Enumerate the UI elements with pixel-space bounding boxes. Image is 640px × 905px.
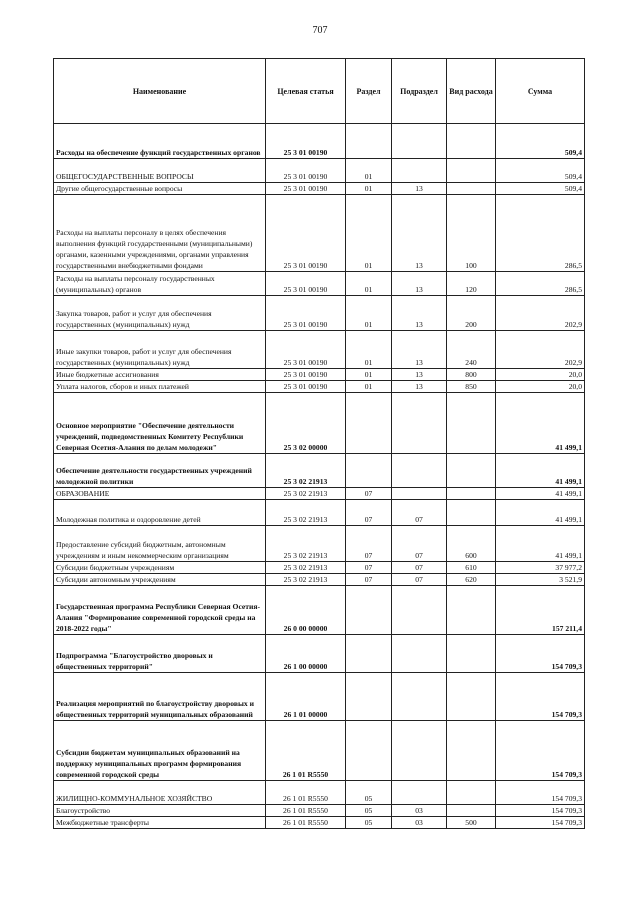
row-type-cell (447, 781, 496, 805)
row-subsection-cell: 13 (392, 183, 447, 195)
row-sum-cell: 202,9 (496, 296, 585, 331)
row-target-cell: 25 3 02 21913 (266, 488, 346, 500)
row-section-cell: 07 (346, 526, 392, 562)
row-subsection-cell (392, 393, 447, 454)
row-type-cell (447, 454, 496, 488)
row-name-cell: ОБРАЗОВАНИЕ (54, 488, 266, 500)
row-sum-cell: 509,4 (496, 124, 585, 159)
row-name-cell: Иные закупки товаров, работ и услуг для обеспечения государственных (муниципальных) нужд (54, 331, 266, 369)
row-sum-cell: 41 499,1 (496, 488, 585, 500)
row-sum-cell: 3 521,9 (496, 574, 585, 586)
row-section-cell (346, 586, 392, 635)
row-name-cell: ЖИЛИЩНО-КОММУНАЛЬНОЕ ХОЗЯЙСТВО (54, 781, 266, 805)
row-name-cell: Другие общегосударственные вопросы (54, 183, 266, 195)
row-sum-cell: 154 709,3 (496, 721, 585, 781)
table-row (54, 781, 585, 805)
row-type-cell: 610 (447, 562, 496, 574)
row-name-cell: Расходы на обеспечение функций государственных органов (54, 124, 266, 159)
row-subsection-cell (392, 124, 447, 159)
row-section-cell: 07 (346, 574, 392, 586)
row-sum-cell: 509,4 (496, 183, 585, 195)
row-type-cell (447, 805, 496, 817)
table-row (54, 805, 585, 817)
table-row (54, 817, 585, 829)
row-sum-cell: 286,5 (496, 272, 585, 296)
row-type-cell (447, 721, 496, 781)
row-type-cell (447, 393, 496, 454)
table-row (54, 586, 585, 635)
row-target-cell: 25 3 01 00190 (266, 195, 346, 272)
row-type-cell: 240 (447, 331, 496, 369)
row-sum-cell: 154 709,3 (496, 673, 585, 721)
row-sum-cell: 41 499,1 (496, 526, 585, 562)
row-target-cell: 25 3 01 00190 (266, 159, 346, 183)
row-type-cell (447, 635, 496, 673)
row-name-cell: Благоустройство (54, 805, 266, 817)
table-row (54, 500, 585, 526)
row-section-cell (346, 124, 392, 159)
table-body (54, 124, 585, 829)
row-section-cell (346, 721, 392, 781)
row-section-cell (346, 635, 392, 673)
table-row (54, 272, 585, 296)
row-target-cell: 25 3 02 21913 (266, 562, 346, 574)
row-target-cell: 25 3 02 21913 (266, 574, 346, 586)
row-target-cell: 26 1 01 R5550 (266, 805, 346, 817)
table-row (54, 488, 585, 500)
table-row (54, 183, 585, 195)
row-name-cell: Подпрограмма "Благоустройство дворовых и общественных территорий" (54, 635, 266, 673)
row-target-cell: 26 1 01 R5550 (266, 817, 346, 829)
table-row (54, 574, 585, 586)
row-section-cell: 05 (346, 781, 392, 805)
page-number: 707 (312, 25, 328, 36)
row-target-cell: 25 3 02 00000 (266, 393, 346, 454)
row-sum-cell: 20,0 (496, 381, 585, 393)
row-type-cell (447, 500, 496, 526)
col-header-target: Целевая статья (266, 59, 346, 124)
table-row (54, 393, 585, 454)
row-type-cell (447, 159, 496, 183)
row-sum-cell: 41 499,1 (496, 454, 585, 488)
row-target-cell: 26 0 00 00000 (266, 586, 346, 635)
row-section-cell: 01 (346, 272, 392, 296)
table-row (54, 124, 585, 159)
row-target-cell: 26 1 01 00000 (266, 673, 346, 721)
row-section-cell: 01 (346, 159, 392, 183)
row-type-cell (447, 183, 496, 195)
row-type-cell: 600 (447, 526, 496, 562)
row-section-cell: 01 (346, 183, 392, 195)
row-name-cell: Расходы на выплаты персоналу в целях обеспечения выполнения функций государственными (муниципальными) органами, казенными учреждениями, органами управления государственными внебюджетными фондами (54, 195, 266, 272)
row-subsection-cell (392, 781, 447, 805)
row-section-cell: 01 (346, 381, 392, 393)
row-subsection-cell (392, 721, 447, 781)
row-name-cell: Реализация мероприятий по благоустройству дворовых и общественных территорий муниципальных образований (54, 673, 266, 721)
row-subsection-cell: 13 (392, 195, 447, 272)
row-subsection-cell (392, 635, 447, 673)
row-subsection-cell: 03 (392, 817, 447, 829)
row-subsection-cell: 07 (392, 574, 447, 586)
row-target-cell: 26 1 01 R5550 (266, 721, 346, 781)
row-subsection-cell: 13 (392, 381, 447, 393)
table-row (54, 296, 585, 331)
row-name-cell: Основное мероприятие "Обеспечение деятельности учреждений, подведомственных Комитету Республики Северная Осетия-Алания по делам молодежи" (54, 393, 266, 454)
row-subsection-cell: 07 (392, 526, 447, 562)
row-type-cell: 120 (447, 272, 496, 296)
row-section-cell: 07 (346, 562, 392, 574)
row-section-cell (346, 393, 392, 454)
row-subsection-cell: 07 (392, 562, 447, 574)
row-section-cell: 05 (346, 805, 392, 817)
row-name-cell: Молодежная политика и оздоровление детей (54, 500, 266, 526)
table-row (54, 381, 585, 393)
table-row (54, 635, 585, 673)
row-subsection-cell: 07 (392, 500, 447, 526)
row-name-cell: Государственная программа Республики Северная Осетия-Алания "Формирование современной городской среды на 2018-2022 годы" (54, 586, 266, 635)
row-subsection-cell (392, 159, 447, 183)
row-target-cell: 25 3 02 21913 (266, 500, 346, 526)
row-subsection-cell: 13 (392, 296, 447, 331)
table-row (54, 526, 585, 562)
row-subsection-cell (392, 488, 447, 500)
row-sum-cell: 286,5 (496, 195, 585, 272)
row-section-cell: 05 (346, 817, 392, 829)
row-target-cell: 25 3 01 00190 (266, 272, 346, 296)
row-sum-cell: 202,9 (496, 331, 585, 369)
row-sum-cell: 41 499,1 (496, 500, 585, 526)
row-sum-cell: 20,0 (496, 369, 585, 381)
table-row (54, 721, 585, 781)
row-sum-cell: 154 709,3 (496, 817, 585, 829)
row-type-cell (447, 673, 496, 721)
row-target-cell: 26 1 01 R5550 (266, 781, 346, 805)
table-row (54, 454, 585, 488)
row-subsection-cell: 13 (392, 369, 447, 381)
col-header-type: Вид расхода (447, 59, 496, 124)
col-header-section: Раздел (346, 59, 392, 124)
row-name-cell: Субсидии автономным учреждениям (54, 574, 266, 586)
row-type-cell (447, 586, 496, 635)
row-section-cell: 01 (346, 369, 392, 381)
row-name-cell: Иные бюджетные ассигнования (54, 369, 266, 381)
table-row (54, 673, 585, 721)
row-section-cell (346, 673, 392, 721)
row-sum-cell: 154 709,3 (496, 781, 585, 805)
row-target-cell: 25 3 02 21913 (266, 526, 346, 562)
row-sum-cell: 509,4 (496, 159, 585, 183)
row-type-cell: 620 (447, 574, 496, 586)
table-row (54, 369, 585, 381)
table-row (54, 331, 585, 369)
row-type-cell (447, 124, 496, 159)
row-type-cell (447, 488, 496, 500)
row-name-cell: Субсидии бюджетам муниципальных образований на поддержку муниципальных программ формирования современной городской среды (54, 721, 266, 781)
row-target-cell: 25 3 01 00190 (266, 183, 346, 195)
table-row (54, 159, 585, 183)
row-target-cell: 25 3 01 00190 (266, 331, 346, 369)
row-name-cell: ОБЩЕГОСУДАРСТВЕННЫЕ ВОПРОСЫ (54, 159, 266, 183)
row-section-cell: 07 (346, 500, 392, 526)
row-name-cell: Обеспечение деятельности государственных учреждений молодежной политики (54, 454, 266, 488)
col-header-subsection: Подраздел (392, 59, 447, 124)
budget-table (53, 58, 585, 829)
row-sum-cell: 41 499,1 (496, 393, 585, 454)
table-row (54, 195, 585, 272)
row-type-cell: 100 (447, 195, 496, 272)
row-type-cell: 800 (447, 369, 496, 381)
row-name-cell: Расходы на выплаты персоналу государственных (муниципальных) органов (54, 272, 266, 296)
table-row (54, 562, 585, 574)
row-type-cell: 850 (447, 381, 496, 393)
row-name-cell: Субсидии бюджетным учреждениям (54, 562, 266, 574)
row-target-cell: 25 3 02 21913 (266, 454, 346, 488)
row-section-cell (346, 454, 392, 488)
row-subsection-cell (392, 454, 447, 488)
row-section-cell: 07 (346, 488, 392, 500)
row-sum-cell: 154 709,3 (496, 635, 585, 673)
row-target-cell: 25 3 01 00190 (266, 124, 346, 159)
row-target-cell: 25 3 01 00190 (266, 369, 346, 381)
row-sum-cell: 157 211,4 (496, 586, 585, 635)
row-subsection-cell (392, 586, 447, 635)
row-target-cell: 25 3 01 00190 (266, 296, 346, 331)
row-target-cell: 26 1 00 00000 (266, 635, 346, 673)
row-target-cell: 25 3 01 00190 (266, 381, 346, 393)
row-section-cell: 01 (346, 331, 392, 369)
row-subsection-cell: 13 (392, 272, 447, 296)
row-name-cell: Межбюджетные трансферты (54, 817, 266, 829)
row-sum-cell: 154 709,3 (496, 805, 585, 817)
col-header-sum: Сумма (496, 59, 585, 124)
table-header-row (54, 59, 585, 124)
row-type-cell: 200 (447, 296, 496, 331)
row-type-cell: 500 (447, 817, 496, 829)
row-subsection-cell: 03 (392, 805, 447, 817)
row-sum-cell: 37 977,2 (496, 562, 585, 574)
row-subsection-cell: 13 (392, 331, 447, 369)
row-name-cell: Закупка товаров, работ и услуг для обеспечения государственных (муниципальных) нужд (54, 296, 266, 331)
row-section-cell: 01 (346, 296, 392, 331)
row-section-cell: 01 (346, 195, 392, 272)
row-subsection-cell (392, 673, 447, 721)
col-header-name: Наименование (54, 59, 266, 124)
row-name-cell: Уплата налогов, сборов и иных платежей (54, 381, 266, 393)
row-name-cell: Предоставление субсидий бюджетным, автономным учреждениям и иным некоммерческим организациям (54, 526, 266, 562)
